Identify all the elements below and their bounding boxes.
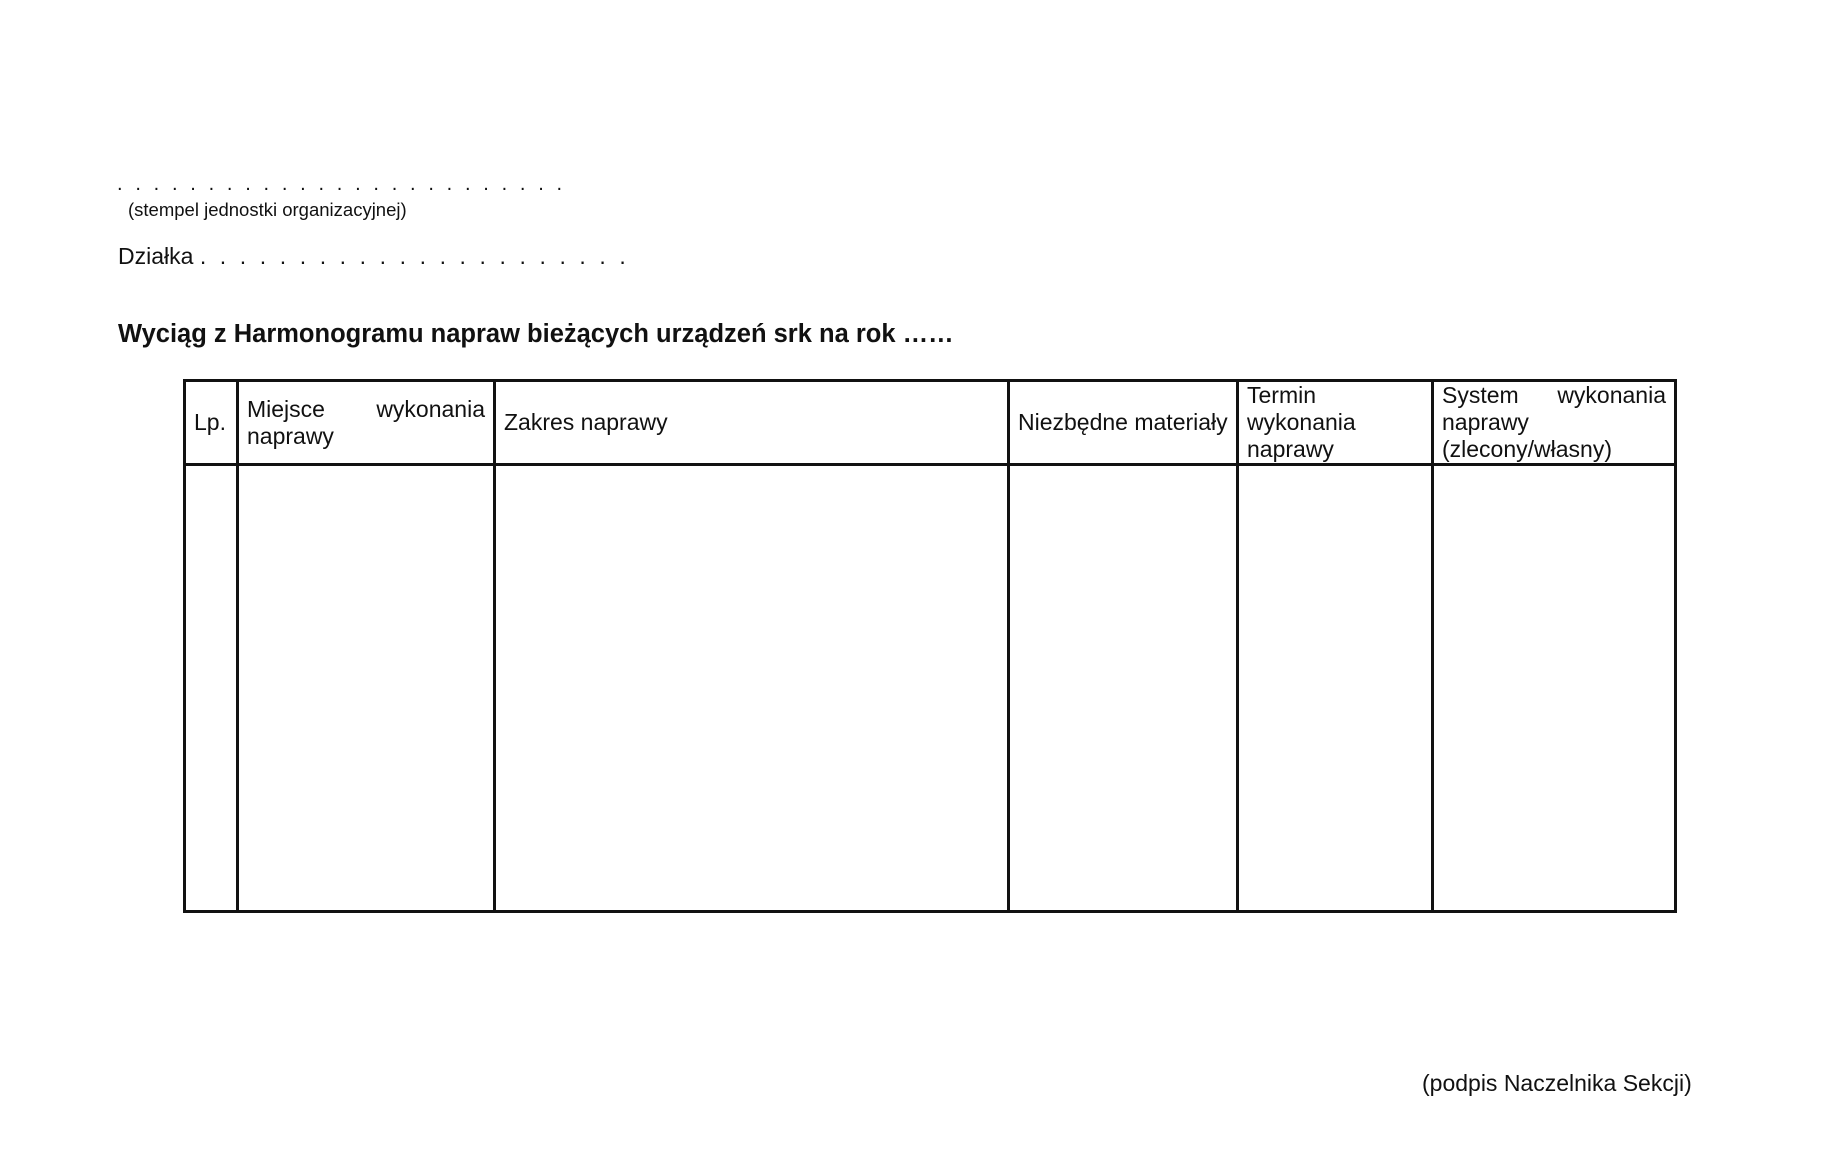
table-cell[interactable]	[1009, 465, 1238, 912]
column-header-required-materials: Niezbędne materiały	[1009, 381, 1238, 465]
plot-placeholder-dots: . . . . . . . . . . . . . . . . . . . . . .	[199, 243, 630, 269]
table-cell[interactable]	[185, 465, 238, 912]
table-header-row	[185, 381, 1676, 465]
column-header-repair-scope: Zakres naprawy	[495, 381, 1009, 465]
stamp-caption: (stempel jednostki organizacyjnej)	[128, 199, 407, 220]
table-cell[interactable]	[1433, 465, 1676, 912]
column-header-repair-location: Miejsce wykonania naprawy	[238, 381, 495, 465]
stamp-placeholder-dots: . . . . . . . . . . . . . . . . . . . . . . . . .	[117, 173, 566, 195]
plot-field	[118, 245, 629, 268]
column-header-repair-date: Termin wykonania naprawy	[1238, 381, 1433, 465]
column-header-lp: Lp.	[185, 381, 238, 465]
signature-caption: (podpis Naczelnika Sekcji)	[1422, 1070, 1692, 1096]
plot-label: Działka	[118, 243, 194, 269]
table-cell[interactable]	[238, 465, 495, 912]
column-header-repair-system: System wykonania naprawy (zlecony/własny)	[1433, 381, 1676, 465]
document-title: Wyciąg z Harmonogramu napraw bieżących urządzeń srk na rok ……	[118, 320, 954, 348]
table-row	[185, 465, 1676, 912]
table-cell[interactable]	[495, 465, 1009, 912]
table-cell[interactable]	[1238, 465, 1433, 912]
repair-schedule-table	[183, 379, 1677, 913]
